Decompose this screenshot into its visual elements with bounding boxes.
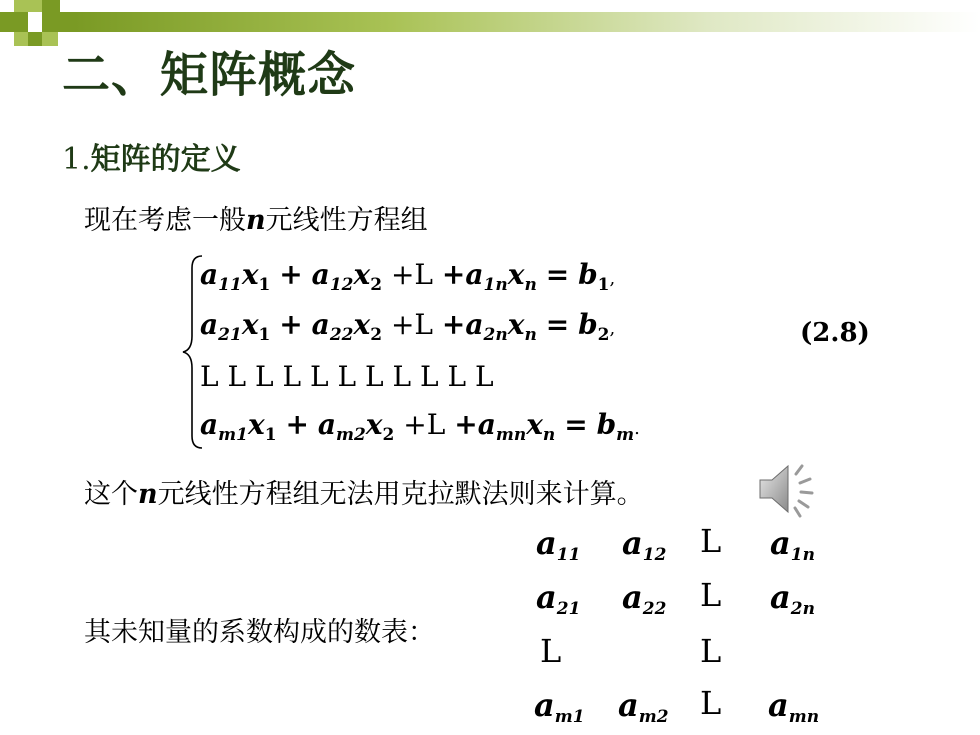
page-title: 二、矩阵概念 bbox=[62, 47, 357, 103]
note-before: 这个 bbox=[84, 479, 138, 510]
section-number: 1. bbox=[62, 142, 91, 177]
matrix-cell-r2c3: L bbox=[700, 576, 722, 614]
equation-row-1: $a_{11}x_1 + a_{12}x_2 +L +a_{1n}x_n = b_1$, bbox=[200, 258, 616, 295]
matrix-cell-r3c1: L bbox=[540, 632, 562, 670]
table-label: 其未知量的系数构成的数表： bbox=[84, 617, 435, 648]
matrix-cell-r2c2: $a_{22}$ bbox=[622, 578, 667, 619]
matrix-cell-r1c1: $a_{11}$ bbox=[536, 524, 581, 565]
intro-var: n bbox=[246, 205, 266, 236]
matrix-cell-r3c3: L bbox=[700, 632, 722, 670]
matrix-cell-r2c1: $a_{21}$ bbox=[536, 578, 581, 619]
matrix-cell-r4c1: $a_{m1}$ bbox=[534, 686, 585, 727]
intro-before: 现在考虑一般 bbox=[84, 205, 246, 236]
matrix-cell-r1c2: $a_{12}$ bbox=[622, 524, 667, 565]
section-label: 矩阵的定义 bbox=[90, 142, 241, 177]
equation-number: (2.8) bbox=[800, 318, 870, 348]
matrix-cell-r4c3: L bbox=[700, 684, 722, 722]
matrix-cell-r1c4: $a_{1n}$ bbox=[770, 524, 815, 565]
note-var: n bbox=[138, 479, 158, 510]
intro-after: 元线性方程组 bbox=[265, 205, 428, 236]
section-heading bbox=[62, 134, 241, 178]
matrix-cell-r1c3: L bbox=[700, 522, 722, 560]
intro-text bbox=[84, 198, 428, 237]
note-text bbox=[84, 472, 644, 511]
title-accent-bar bbox=[74, 12, 980, 32]
equation-row-2: $a_{21}x_1 + a_{22}x_2 +L +a_{2n}x_n = b_2$, bbox=[200, 308, 616, 345]
matrix-cell-r4c2: $a_{m2}$ bbox=[618, 686, 669, 727]
equation-row-m: $a_{m1}x_1 + a_{m2}x_2 +L +a_{mn}x_n = b_m$. bbox=[200, 408, 640, 445]
equation-ellipsis-row: L L L L L L L L L L L bbox=[200, 360, 494, 393]
speaker-icon[interactable] bbox=[754, 456, 820, 522]
note-after: 元线性方程组无法用克拉默法则来计算。 bbox=[157, 479, 644, 510]
matrix-cell-r2c4: $a_{2n}$ bbox=[770, 578, 815, 619]
matrix-cell-r4c4: $a_{mn}$ bbox=[768, 686, 820, 727]
